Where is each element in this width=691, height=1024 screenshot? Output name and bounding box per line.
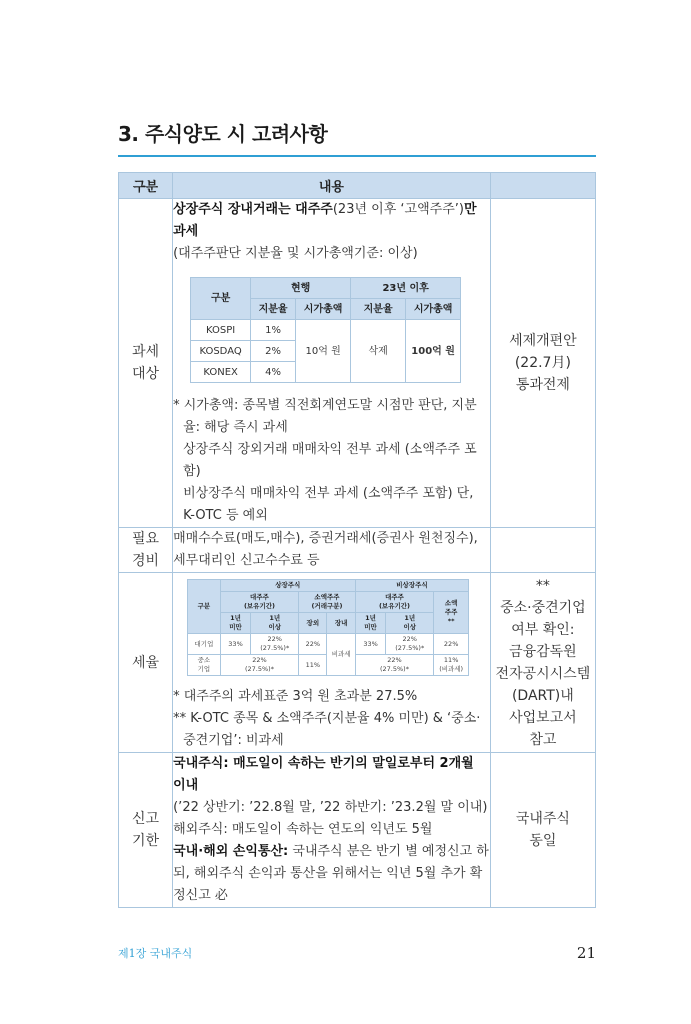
tax-rate-table: 구분 상장주식 비상장주식 대주주 (보유기간) 소액주주 (거래구분) 대주주 (보유기간) 소액 주주 ** 1년 미만 1년 이상 장외 장내 1년 미만 1년 이상 대기업 33% 22% (27.5%)* 22% 비과세 33% 22% (27.5%)* 22% 중소 기업 22% (27.5%)* 11% 22% (27.5%)* 11% (비과세) bbox=[187, 579, 469, 676]
header-row bbox=[119, 173, 596, 199]
threshold-table: 구분 현행 23년 이후 지분율 시가총액 지분율 시가총액 KOSPI 1% 10억 원 삭제 100억 원 KOSDAQ 2% KONEX 4% bbox=[190, 277, 461, 383]
row-deadline bbox=[119, 753, 596, 908]
table-row: KONEX 4% bbox=[191, 362, 461, 383]
content-expenses: 매매수수료(매도,매수), 증권거래세(증권사 원천징수), 세무대리인 신고수수료 등 bbox=[173, 528, 491, 573]
remark-expenses bbox=[490, 528, 595, 573]
table-row: 대기업 33% 22% (27.5%)* 22% 비과세 33% 22% (27.5%)* 22% bbox=[188, 634, 469, 655]
label-expenses: 필요 경비 bbox=[119, 528, 173, 573]
label-tax-rate: 세율 bbox=[119, 573, 173, 753]
footer-chapter: 제1장 국내주식 bbox=[118, 947, 193, 960]
remark-tax-rate: ** 중소·중견기업 여부 확인: 금융감독원 전자공시시스템 (DART)내 사업보고서 참고 bbox=[490, 573, 595, 753]
main-table bbox=[118, 172, 596, 908]
table-row: KOSPI 1% 10억 원 삭제 100억 원 bbox=[191, 320, 461, 341]
content-tax-target: 상장주식 장내거래는 대주주(23년 이후 ‘고액주주’)만 과세 (대주주판단 지분율 및 시가총액기준: 이상) 구분 현행 23년 이후 지분율 시가총액 지분율 시가총액 KOSPI 1% 10억 원 삭제 100억 원 KOSDAQ 2% KONEX 4% * 시가총액: 종목별 직전회계연도말 시점만 판단, 지분 율: 해당 즉시 과세 상장주식 장외거래 매매차익 전부 과세 (소액주주 포함) 비상장주식 매매차익 전부 과세 (소액주주 포함) 단, K-OTC 등 예외 bbox=[173, 199, 491, 528]
remark-tax-target: 세제개편안 (22.7月) 통과전제 bbox=[490, 199, 595, 528]
header-gubun: 구분 bbox=[119, 173, 173, 199]
page-number: 21 bbox=[576, 944, 596, 962]
header-content: 내용 bbox=[173, 173, 491, 199]
content-tax-rate: 구분 상장주식 비상장주식 대주주 (보유기간) 소액주주 (거래구분) 대주주 (보유기간) 소액 주주 ** 1년 미만 1년 이상 장외 장내 1년 미만 1년 이상 대기업 33% 22% (27.5%)* 22% 비과세 33% 22% (27.5%)* 22% 중소 기업 22% (27.5%)* 11% 22% (27.5%)* 11% (비과세) * 대주주의 과세표준 3억 원 초과분 27.5% ** K-OTC 종목 & 소액주주(지분율 4% 미만) & ‘중소· 중견기업’: 비과세 bbox=[173, 573, 491, 753]
section-title: 3. 주식양도 시 고려사항 bbox=[118, 122, 328, 146]
row-expenses bbox=[119, 528, 596, 573]
table-row: 중소 기업 22% (27.5%)* 11% 22% (27.5%)* 11% (비과세) bbox=[188, 655, 469, 676]
content-deadline: 국내주식: 매도일이 속하는 반기의 말일로부터 2개월 이내 (’22 상반기: ’22.8월 말, ’22 하반기: ’23.2월 말 이내) 해외주식: 매도일이 속하는 연도의 익년도 5월 국내·해외 손익통산: 국내주식 분은 반기 별 예정신고 하 되, 해외주식 손익과 통산을 위해서는 익년 5월 추가 확 정신고 必 bbox=[173, 753, 491, 908]
remark-deadline: 국내주식 동일 bbox=[490, 753, 595, 908]
row-tax-target bbox=[119, 199, 596, 528]
row-tax-rate bbox=[119, 573, 596, 753]
table-row: KOSDAQ 2% bbox=[191, 341, 461, 362]
label-tax-target: 과세 대상 bbox=[119, 199, 173, 528]
label-deadline: 신고 기한 bbox=[119, 753, 173, 908]
title-underline bbox=[118, 155, 596, 157]
header-remark bbox=[490, 173, 595, 199]
